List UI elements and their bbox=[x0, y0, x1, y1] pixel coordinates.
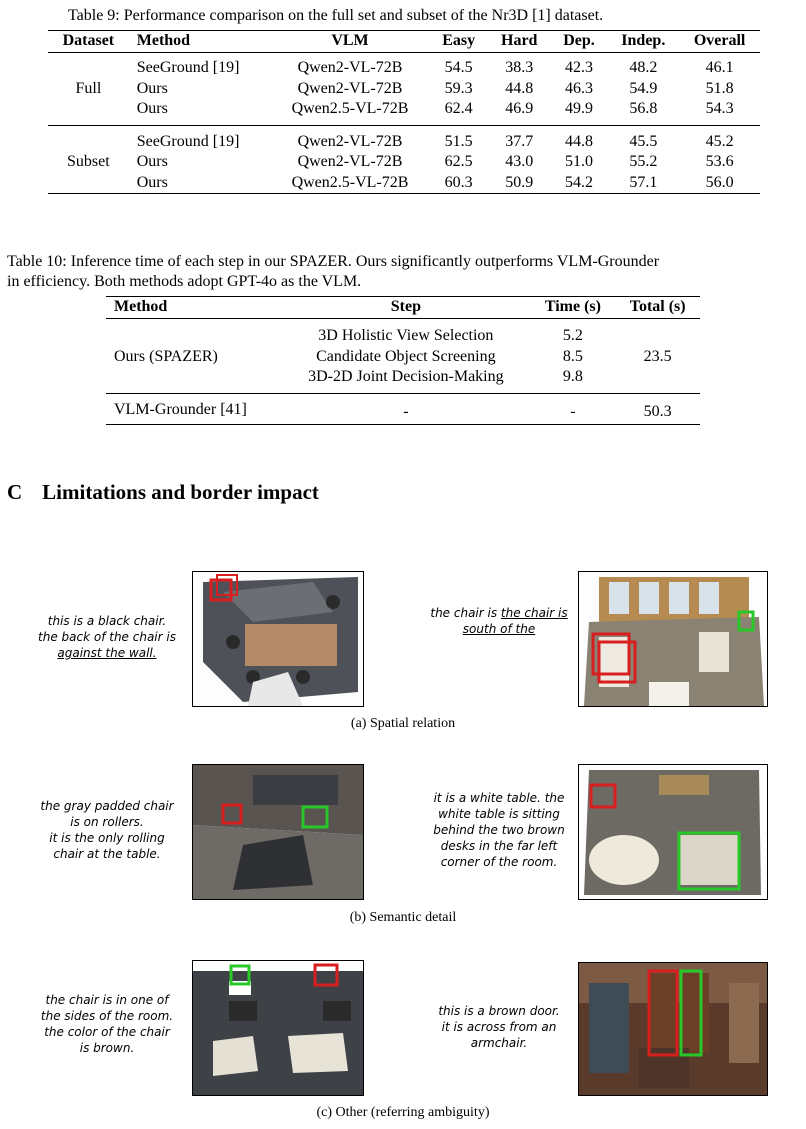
t9-cell: 42.3 bbox=[565, 59, 593, 76]
t9-cell: 48.2 bbox=[629, 59, 658, 76]
text-line: the back of the chair is bbox=[38, 630, 176, 644]
t9-cell: Qwen2-VL-72B bbox=[297, 153, 403, 170]
text-line: the color of the chair bbox=[44, 1025, 170, 1039]
text-line: it is a white table. the bbox=[433, 791, 565, 805]
t10-step: Candidate Object Screening bbox=[316, 347, 496, 365]
fig-c-left-text bbox=[28, 992, 186, 1056]
table-row bbox=[48, 99, 760, 120]
t9-cell: 43.0 bbox=[505, 153, 534, 170]
table10-caption-line1: Table 10: Inference time of each step in our SPAZER. Ours significantly outperforms VLM-Grounder bbox=[7, 253, 660, 270]
t10-total-ours: 23.5 bbox=[643, 347, 672, 365]
t10-method-ours: Ours (SPAZER) bbox=[114, 347, 218, 365]
scene-image-a-left bbox=[192, 571, 364, 707]
text-line: it is across from an bbox=[441, 1020, 557, 1034]
table-row bbox=[48, 132, 760, 153]
t9-cell: 57.1 bbox=[629, 173, 658, 191]
table-row bbox=[48, 173, 760, 194]
t9-cell: SeeGround [19] bbox=[136, 132, 240, 150]
t9-cell: 54.9 bbox=[629, 79, 658, 97]
t9-header-hard: Hard bbox=[501, 32, 538, 49]
t9-cell: 54.5 bbox=[444, 59, 473, 76]
text-line: it is the only rolling bbox=[49, 831, 165, 845]
t9-header-dep: Dep. bbox=[563, 32, 595, 49]
t9-cell: Ours bbox=[136, 100, 168, 117]
t10-time: 5.2 bbox=[562, 327, 583, 344]
t9-cell: 51.5 bbox=[444, 132, 473, 150]
t9-header-easy: Easy bbox=[442, 32, 476, 49]
fig-b-right-text bbox=[416, 790, 582, 870]
table-row bbox=[106, 326, 700, 347]
t9-cell: Qwen2-VL-72B bbox=[297, 132, 403, 150]
scene-image-b-right bbox=[578, 764, 768, 900]
t9-cell: 45.5 bbox=[629, 132, 658, 150]
text-line: white table is sitting bbox=[438, 807, 560, 821]
t9-cell: 62.5 bbox=[444, 153, 473, 170]
t10-time: - bbox=[570, 402, 576, 420]
scene-image-a-right bbox=[578, 571, 768, 707]
t9-cell: Qwen2.5-VL-72B bbox=[291, 173, 409, 191]
text-line: is on rollers. bbox=[70, 815, 144, 829]
t9-cell: Qwen2-VL-72B bbox=[297, 59, 403, 76]
t9-cell: 49.9 bbox=[565, 100, 593, 117]
table9 bbox=[48, 30, 760, 194]
fig-c-right-text bbox=[416, 1003, 582, 1051]
subcaption-c: (c) Other (referring ambiguity) bbox=[316, 1105, 490, 1120]
table-row bbox=[48, 79, 760, 100]
t9-cell: Ours bbox=[136, 173, 168, 191]
text-line: the chair is in one of bbox=[45, 993, 169, 1007]
t9-cell: 53.6 bbox=[705, 153, 734, 170]
t10-header-method: Method bbox=[114, 298, 168, 315]
t9-cell: 45.2 bbox=[705, 132, 734, 150]
scene-image-c-right bbox=[578, 962, 768, 1096]
t9-cell: 44.8 bbox=[505, 79, 534, 97]
fig-b-left-text bbox=[28, 798, 186, 862]
fig-a-left-text bbox=[28, 613, 186, 661]
t9-cell: 51.8 bbox=[705, 79, 734, 97]
t10-header-total: Total (s) bbox=[629, 298, 686, 315]
text-line: armchair. bbox=[470, 1036, 528, 1050]
text-line: the sides of the room. bbox=[40, 1009, 174, 1023]
t9-header-method: Method bbox=[136, 32, 191, 49]
text-line: chair at the table. bbox=[53, 847, 161, 861]
t9-cell: 50.9 bbox=[505, 173, 534, 191]
t9-cell: Ours bbox=[136, 79, 168, 97]
table10 bbox=[106, 296, 700, 425]
t10-method-baseline: VLM-Grounder [41] bbox=[114, 400, 247, 418]
t10-time: 8.5 bbox=[562, 347, 583, 365]
t10-header-time: Time (s) bbox=[544, 298, 601, 315]
t10-step: 3D Holistic View Selection bbox=[318, 327, 494, 344]
t9-cell: Qwen2-VL-72B bbox=[297, 79, 403, 97]
t9-cell: 38.3 bbox=[505, 59, 534, 76]
text-line: is brown. bbox=[79, 1041, 135, 1055]
t9-cell: 37.7 bbox=[505, 132, 534, 150]
t9-header-dataset: Dataset bbox=[62, 32, 115, 49]
section-number: C bbox=[7, 480, 23, 504]
t9-cell: Qwen2.5-VL-72B bbox=[291, 100, 409, 117]
section-title: Limitations and border impact bbox=[42, 480, 319, 504]
t9-cell: SeeGround [19] bbox=[136, 59, 240, 76]
scene-image-c-left bbox=[192, 960, 364, 1096]
t9-cell: 46.3 bbox=[565, 79, 593, 97]
table9-caption: Table 9: Performance comparison on the full set and subset of the Nr3D [1] dataset. bbox=[68, 7, 604, 24]
t9-cell: 46.9 bbox=[505, 100, 534, 117]
text-line: this is a black chair. bbox=[47, 614, 167, 628]
section-heading bbox=[7, 480, 319, 505]
t9-dataset-full: Full bbox=[75, 79, 102, 97]
t10-time: 9.8 bbox=[562, 368, 583, 385]
text-line: the gray padded chair bbox=[40, 799, 174, 813]
t9-header-vlm: VLM bbox=[331, 32, 369, 49]
t9-header-overall: Overall bbox=[693, 32, 746, 49]
t9-cell: 54.2 bbox=[565, 173, 593, 191]
t9-dataset-subset: Subset bbox=[67, 153, 110, 170]
text-line: the chair is the chair is south of the bbox=[430, 606, 568, 636]
t9-cell: 56.8 bbox=[629, 100, 658, 117]
text-line: desks in the far left bbox=[440, 839, 558, 853]
t9-cell: 59.3 bbox=[444, 79, 473, 97]
t9-cell: 62.4 bbox=[444, 100, 473, 117]
t9-cell: Ours bbox=[136, 153, 168, 170]
t9-cell: 54.3 bbox=[705, 100, 734, 117]
subcaption-b: (b) Semantic detail bbox=[349, 910, 457, 925]
scene-image-b-left bbox=[192, 764, 364, 900]
fig-a-right-text bbox=[416, 605, 582, 637]
t9-cell: 51.0 bbox=[565, 153, 593, 170]
t10-header-step: Step bbox=[390, 298, 421, 315]
text-line: this is a brown door. bbox=[438, 1004, 560, 1018]
table-row bbox=[48, 152, 760, 173]
subcaption-a: (a) Spatial relation bbox=[350, 716, 456, 731]
t10-total-baseline: 50.3 bbox=[643, 402, 672, 420]
t10-step: - bbox=[403, 402, 409, 420]
text-line: against the wall. bbox=[57, 646, 157, 660]
table10-caption-line2: in efficiency. Both methods adopt GPT-4o as the VLM. bbox=[7, 273, 362, 290]
table-row bbox=[48, 58, 760, 79]
text-line: corner of the room. bbox=[440, 855, 558, 869]
t9-cell: 44.8 bbox=[565, 132, 593, 150]
t9-cell: 56.0 bbox=[705, 173, 734, 191]
t9-cell: 46.1 bbox=[705, 59, 734, 76]
text-line: behind the two brown bbox=[433, 823, 565, 837]
t9-cell: 60.3 bbox=[444, 173, 473, 191]
t9-cell: 55.2 bbox=[629, 153, 658, 170]
table-row bbox=[106, 400, 700, 425]
t9-header-indep: Indep. bbox=[621, 32, 666, 49]
t10-step: 3D-2D Joint Decision-Making bbox=[308, 368, 504, 385]
